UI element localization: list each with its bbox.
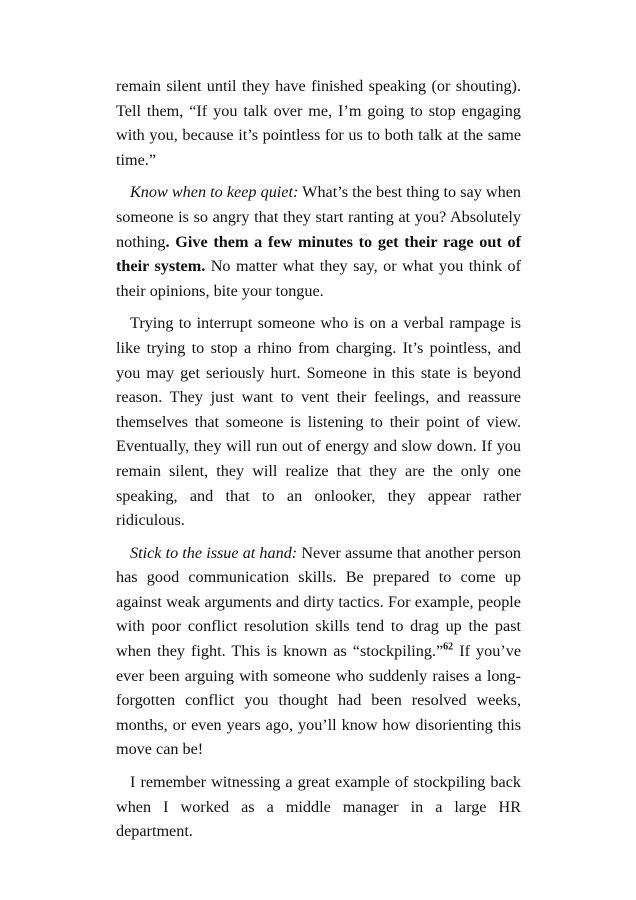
paragraph-know-when-to-keep-quiet xyxy=(116,180,521,303)
paragraph-text: Never assume that another person has good communication skills. Be prepared to come up against weak arguments and dirty tactics. For example, people with poor conflict resolution skills tend to drag up the past when they fight. This is known as “stockpiling.” xyxy=(116,543,522,661)
page-body xyxy=(116,74,521,852)
paragraph-text: No matter what they say, or what you think of their opinions, bite your tongue. xyxy=(116,257,521,300)
paragraph-text: If you’ve ever been arguing with someone who suddenly raises a long-forgotten conflict you thought had been resolved weeks, months, or even years ago, you’ll know how disorienting this move can be! xyxy=(116,642,522,759)
paragraph-lead-in: Stick to the issue at hand: xyxy=(130,543,298,562)
paragraph-text: Trying to interrupt someone who is on a verbal rampage is like trying to stop a rhino from charging. It’s pointless, and you may get seriously hurt. Someone in this state is beyond reason. They just want to vent their feelings, and reassure themselves that someone is listening to their point of view. Eventually, they will run out of energy and slow down. If you remain silent, they will realize that they are the only one speaking, and that to an onlooker, they appear rather ridiculous. xyxy=(116,314,521,530)
paragraph-text: I remember witnessing a great example of stockpiling back when I worked as a middle manager in a large HR department. xyxy=(116,773,521,841)
paragraph-stockpiling-example xyxy=(116,770,521,844)
paragraph-text: What’s the best thing to say when someone is so angry that they start ranting at you? Absolutely nothing xyxy=(116,183,521,251)
footnote-marker: 62 xyxy=(443,641,454,653)
paragraph-verbal-rampage xyxy=(116,311,521,532)
paragraph-stick-to-the-issue xyxy=(116,541,521,762)
emphasis-text: . Give them a few minutes to get their rage out of their system. xyxy=(116,232,521,276)
paragraph-lead-in: Know when to keep quiet: xyxy=(130,183,299,202)
paragraph-continuation xyxy=(116,74,521,172)
paragraph-text: remain silent until they have finished speaking (or shouting). Tell them, “If you talk over me, I’m going to stop engaging with you, because it’s pointless for us to both talk at the same time.” xyxy=(116,77,521,169)
